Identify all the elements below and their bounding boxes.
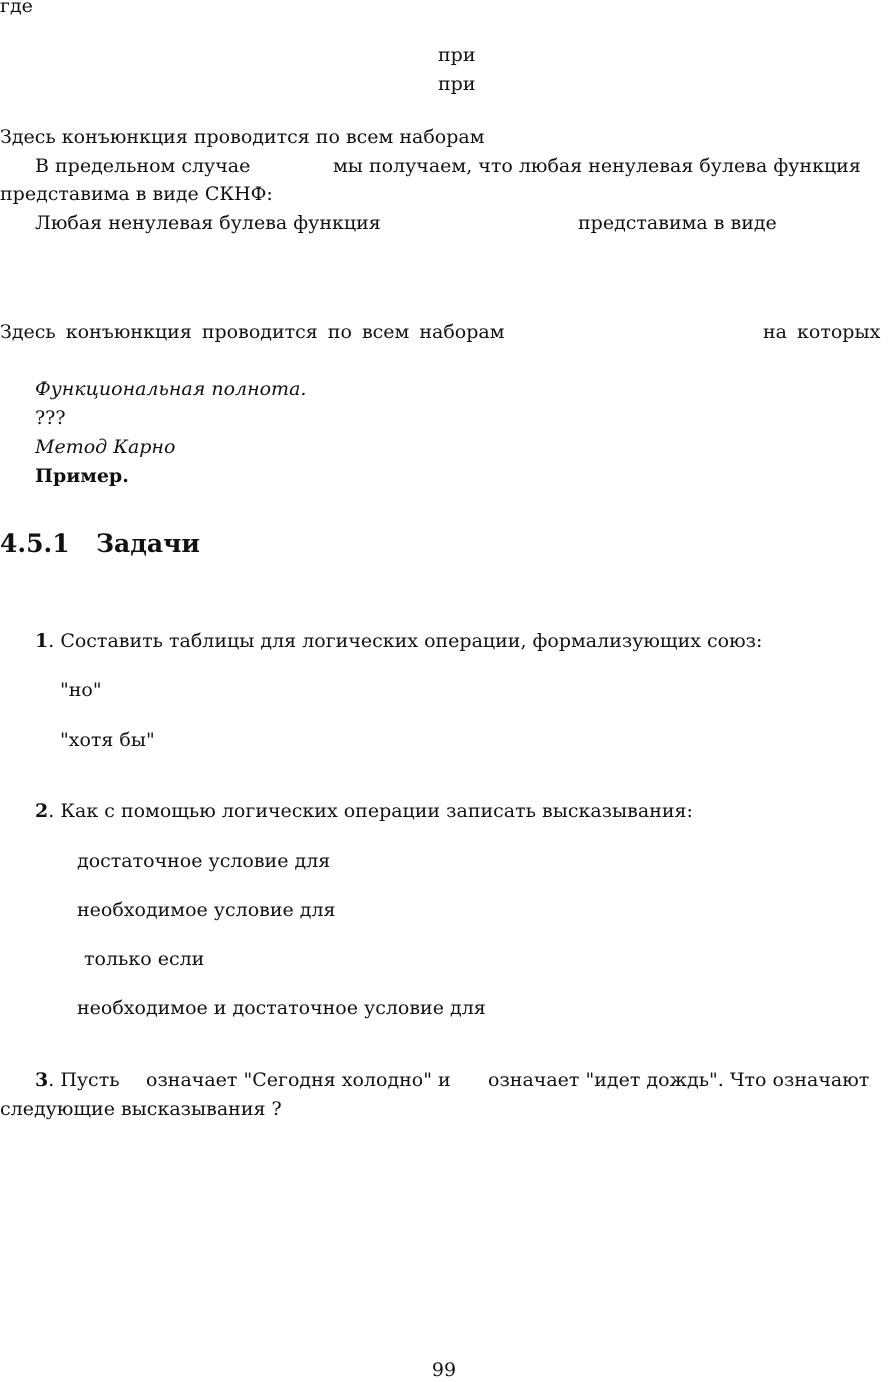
task-2-item-only-if: только если [84, 948, 205, 970]
text-limit-case-right: мы получаем, что любая ненулевая булева функция [333, 155, 861, 177]
text-karnaugh-method: Метод Карно [35, 436, 176, 458]
text-example: Пример. [35, 465, 129, 487]
text-any-function-left: Любая ненулевая булева функция [35, 212, 381, 234]
task-2 [35, 799, 693, 823]
task-2-item-sufficient: достаточное условие для [77, 850, 331, 872]
task-1 [35, 629, 762, 653]
text-conjunction-note-2-left: Здесь конъюнкция проводится по всем наборам [0, 321, 505, 343]
text-conjunction-note-1: Здесь конъюнкция проводится по всем наборам [0, 126, 485, 148]
section-number: 4.5.1 [0, 529, 70, 558]
text-where: где [0, 0, 33, 17]
task-3-line-2: следующие высказывания ? [0, 1098, 282, 1120]
text-condition-2: при [438, 73, 476, 95]
task-1-text: . Составить таблицы для логических операции, формализующих союз: [48, 630, 763, 652]
task-2-number: 2 [35, 800, 49, 822]
task-3-number: 3 [35, 1069, 49, 1091]
task-2-item-necessary: необходимое условие для [77, 899, 336, 921]
task-1-item-at-least: "хотя бы" [60, 729, 155, 751]
text-limit-case-left: В предельном случае [35, 155, 251, 177]
task-3-line-1 [35, 1068, 120, 1092]
task-1-item-but: "но" [60, 679, 102, 701]
text-any-function-right: представима в виде [578, 212, 777, 234]
task-2-item-necessary-sufficient: необходимое и достаточное условие для [77, 997, 486, 1019]
text-condition-1: при [438, 44, 476, 66]
task-1-number: 1 [35, 630, 49, 652]
text-question-marks: ??? [35, 407, 66, 429]
text-conjunction-note-2-right: на которых [763, 321, 881, 343]
text-functional-completeness: Функциональная полнота. [35, 378, 307, 400]
task-3-text-c: означает "идет дождь". Что означают [488, 1069, 870, 1091]
task-2-text: . Как с помощью логических операции записать высказывания: [48, 800, 693, 822]
text-representable-sknf: представима в виде СКНФ: [0, 183, 273, 205]
page-number: 99 [431, 1359, 457, 1381]
task-3-text-b: означает "Сегодня холодно" и [146, 1069, 451, 1091]
section-title: Задачи [96, 529, 200, 558]
task-3-text-a: . Пусть [48, 1069, 120, 1091]
section-heading [0, 529, 200, 559]
